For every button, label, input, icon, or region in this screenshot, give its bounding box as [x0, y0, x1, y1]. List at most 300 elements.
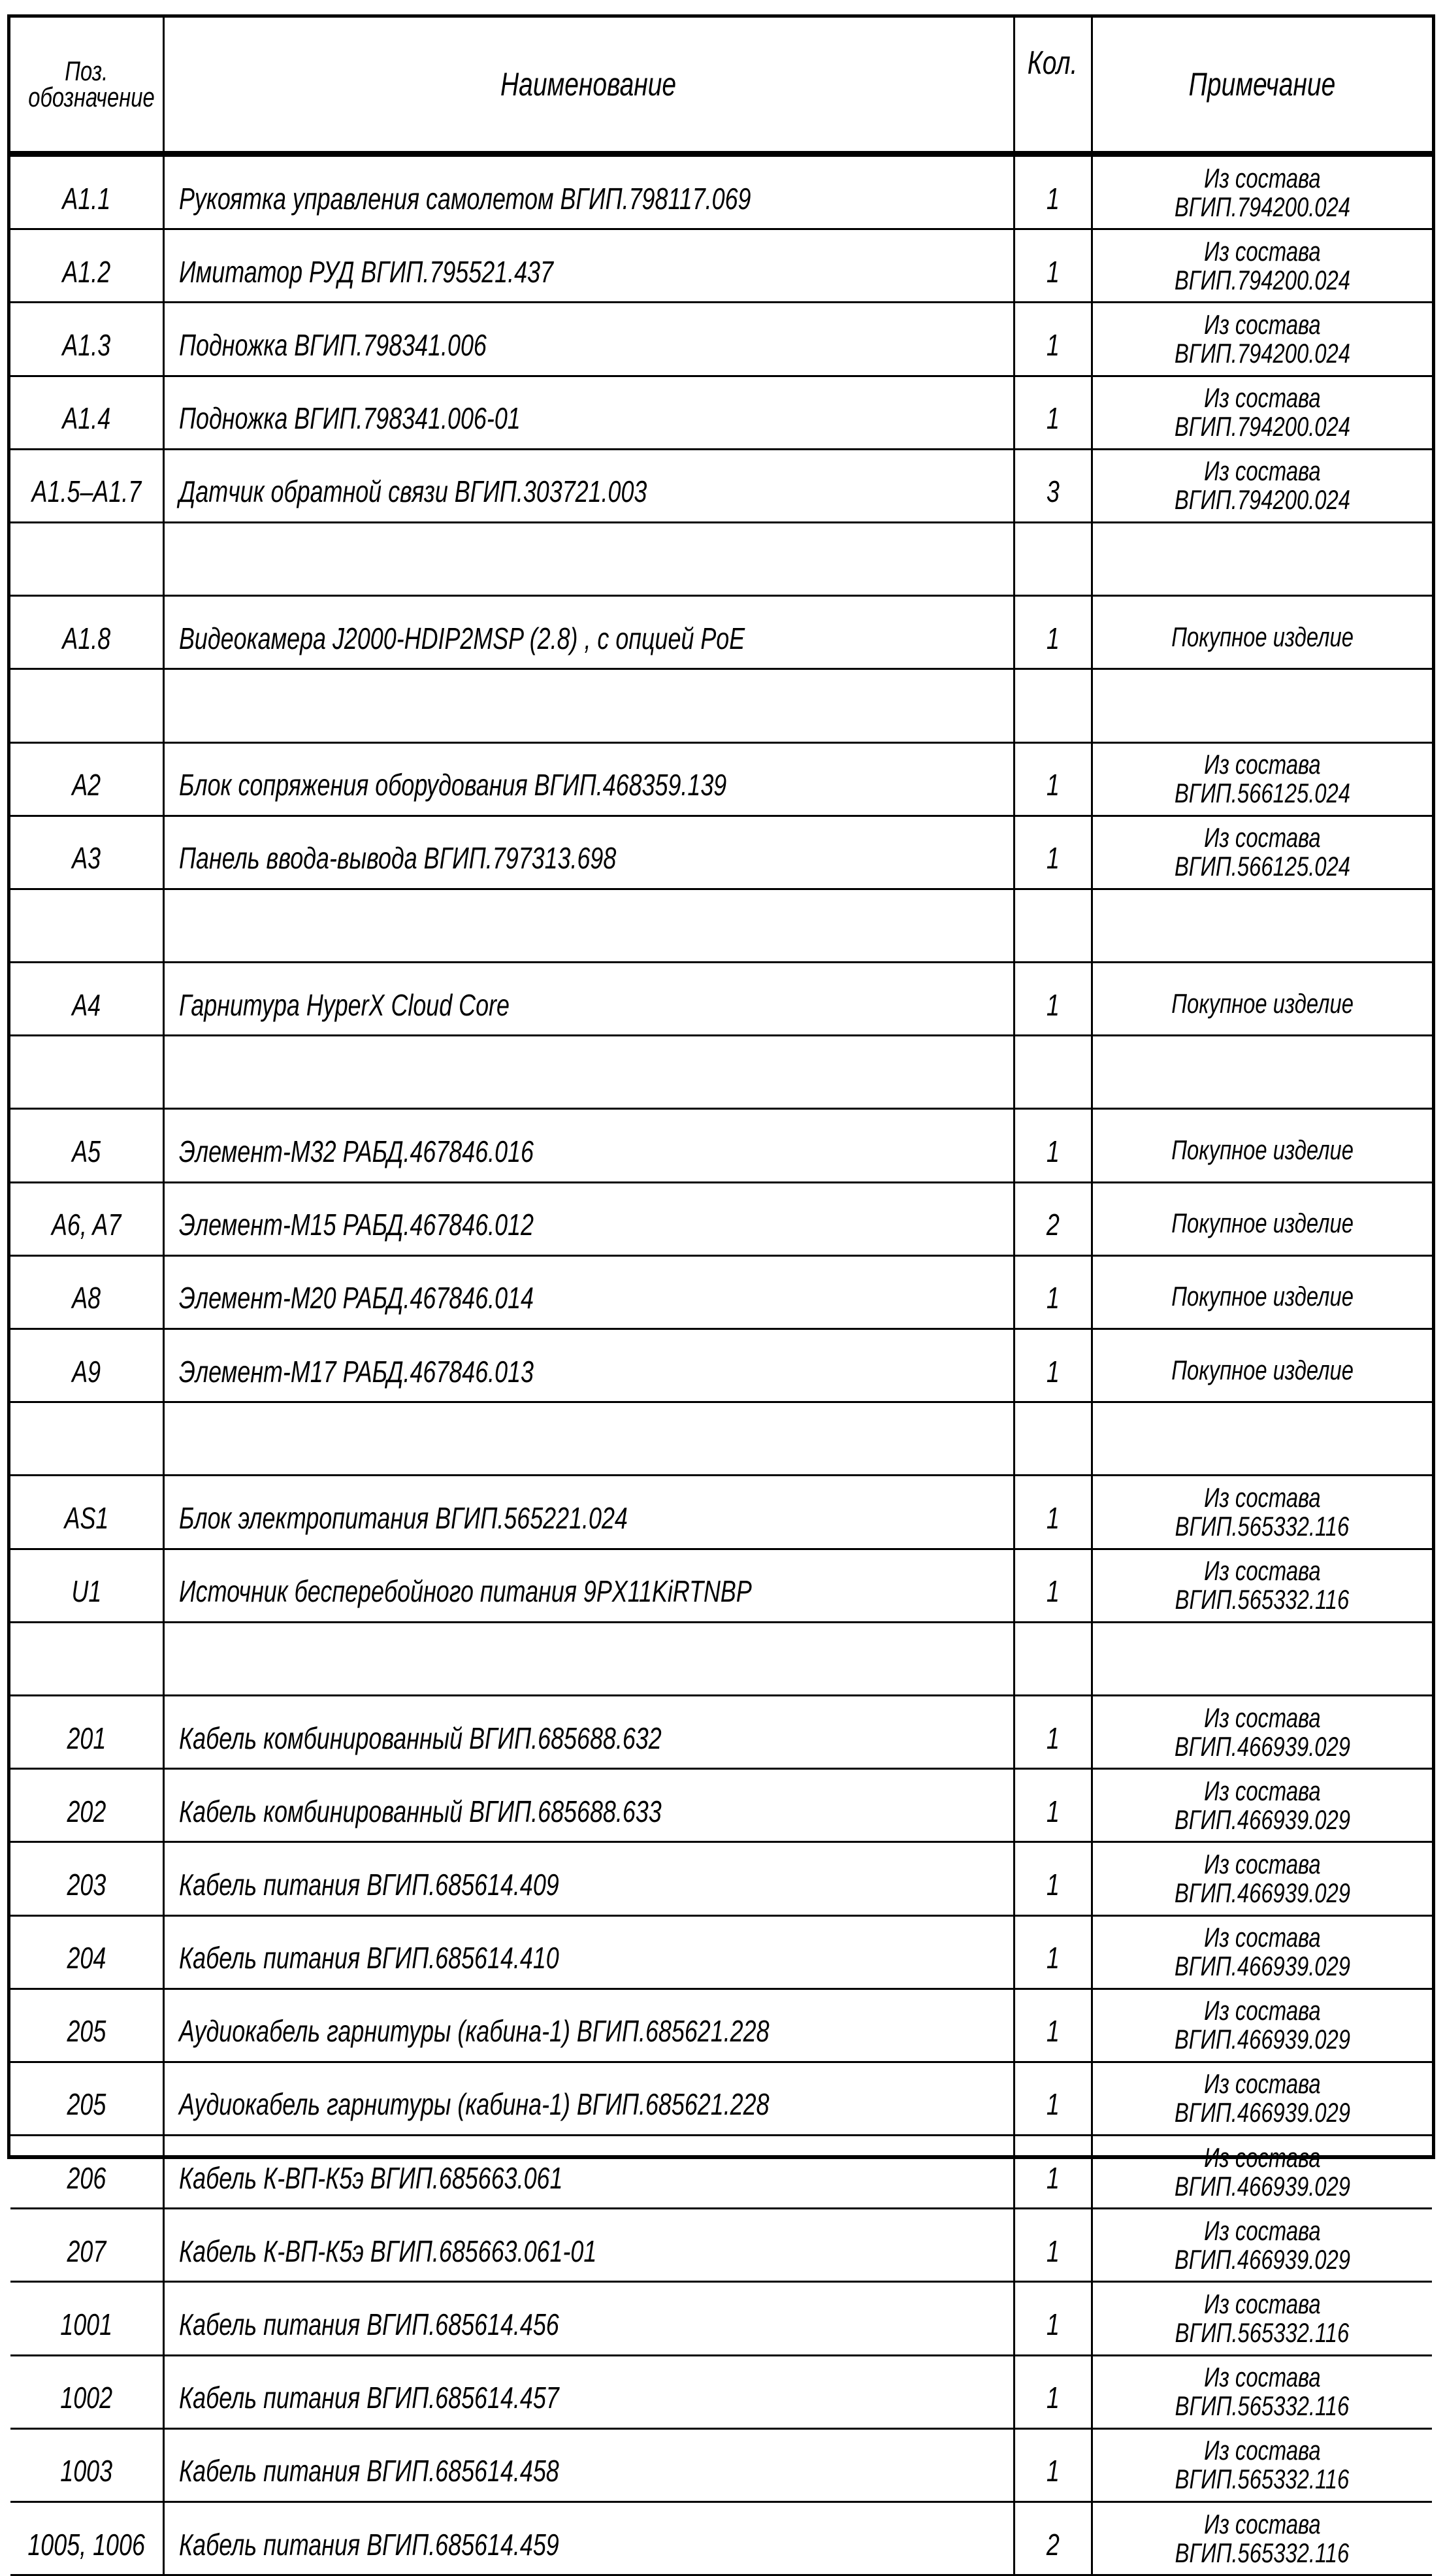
- cell-position: [10, 816, 163, 889]
- cell-note: [1092, 1769, 1432, 1842]
- cell-position: [10, 303, 163, 376]
- table-row: [10, 2428, 1432, 2502]
- header-note: [1092, 18, 1432, 154]
- table-row: [10, 1109, 1432, 1182]
- cell-position: [10, 449, 163, 522]
- cell-note: [1092, 229, 1432, 303]
- position-text: A9: [72, 1354, 101, 1389]
- note-line2: ВГИП.794200.024: [1174, 337, 1350, 369]
- position-text: 207: [67, 2234, 106, 2268]
- table-row-empty: [10, 522, 1432, 595]
- cell-qty: [1014, 2282, 1092, 2355]
- cell-name: [163, 2136, 1014, 2209]
- table-row: [10, 1549, 1432, 1622]
- table-row: [10, 376, 1432, 449]
- cell-position: [10, 2136, 163, 2209]
- cell-note: [1092, 963, 1432, 1036]
- cell-qty: [1014, 522, 1092, 595]
- cell-note: [1092, 522, 1432, 595]
- table-row: [10, 1769, 1432, 1842]
- header-position: [10, 18, 163, 154]
- cell-position: [10, 963, 163, 1036]
- note-line2: ВГИП.466939.029: [1174, 2243, 1350, 2275]
- cell-name: [163, 1036, 1014, 1109]
- cell-qty: [1014, 303, 1092, 376]
- cell-name: [163, 2209, 1014, 2282]
- name-text: Видеокамера J2000-HDIP2MSP (2.8) , с опцией PoE: [178, 621, 745, 655]
- cell-name: [163, 1695, 1014, 1768]
- table-header-row: [10, 18, 1432, 154]
- cell-qty: [1014, 596, 1092, 669]
- cell-name: [163, 1622, 1014, 1695]
- name-text: Кабель питания ВГИП.685614.459: [178, 2527, 559, 2562]
- note-line1: Из состава: [1203, 2068, 1321, 2100]
- cell-note: [1092, 1329, 1432, 1402]
- cell-name: [163, 2282, 1014, 2355]
- cell-name: [163, 2502, 1014, 2575]
- cell-position: [10, 2355, 163, 2428]
- cell-position: [10, 1109, 163, 1182]
- note-line2: ВГИП.565332.116: [1175, 2537, 1350, 2568]
- cell-note: [1092, 1915, 1432, 1989]
- cell-position: [10, 522, 163, 595]
- qty-text: 1: [1046, 1134, 1060, 1169]
- qty-text: 1: [1046, 1500, 1060, 1535]
- cell-qty: [1014, 889, 1092, 962]
- specification-table: [10, 18, 1432, 2576]
- cell-position: [10, 1402, 163, 1476]
- name-text: Гарнитура HyperX Cloud Core: [178, 987, 510, 1022]
- table-row: [10, 2502, 1432, 2575]
- table-row: [10, 1329, 1432, 1402]
- note-text: Покупное изделие: [1171, 1281, 1354, 1312]
- position-text: A5: [72, 1134, 101, 1169]
- cell-name: [163, 1476, 1014, 1549]
- name-text: Имитатор РУД ВГИП.795521.437: [178, 254, 553, 289]
- position-text: 202: [67, 1794, 106, 1828]
- qty-text: 1: [1046, 181, 1060, 216]
- note-line1: Из состава: [1203, 2508, 1321, 2539]
- cell-name: [163, 889, 1014, 962]
- qty-text: 1: [1046, 2160, 1060, 2195]
- cell-qty: [1014, 1915, 1092, 1989]
- position-text: 1005, 1006: [27, 2527, 146, 2562]
- position-text: 203: [67, 1867, 106, 1902]
- qty-text: 1: [1046, 1721, 1060, 1755]
- note-line1: Из состава: [1203, 1848, 1321, 1879]
- table-row: [10, 742, 1432, 816]
- note-line2: ВГИП.566125.024: [1174, 778, 1350, 809]
- cell-qty: [1014, 2062, 1092, 2135]
- cell-note: [1092, 1989, 1432, 2062]
- note-line2: ВГИП.466939.029: [1174, 1804, 1350, 1835]
- cell-note: [1092, 742, 1432, 816]
- name-text: Кабель К-ВП-К5э ВГИП.685663.061: [178, 2160, 562, 2195]
- table-row: [10, 154, 1432, 229]
- name-text: Элемент-М17 РАБД.467846.013: [178, 1354, 534, 1389]
- cell-qty: [1014, 1255, 1092, 1329]
- cell-note: [1092, 154, 1432, 229]
- cell-note: [1092, 376, 1432, 449]
- cell-note: [1092, 889, 1432, 962]
- note-text: Покупное изделие: [1171, 1354, 1354, 1385]
- note-line1: Из состава: [1203, 455, 1321, 487]
- header-name: [163, 18, 1014, 154]
- note-line2: ВГИП.466939.029: [1174, 1877, 1350, 1908]
- position-text: A1.2: [62, 254, 111, 289]
- note-line2: ВГИП.466939.029: [1174, 1951, 1350, 1982]
- table-row-empty: [10, 1402, 1432, 1476]
- note-line2: ВГИП.466939.029: [1174, 2170, 1350, 2202]
- table-row-empty: [10, 889, 1432, 962]
- cell-note: [1092, 1842, 1432, 1915]
- position-text: 205: [67, 2087, 106, 2122]
- cell-position: [10, 1549, 163, 1622]
- table-row: [10, 816, 1432, 889]
- note-line1: Из состава: [1203, 308, 1321, 340]
- qty-text: 1: [1046, 768, 1060, 802]
- qty-text: 1: [1046, 621, 1060, 655]
- cell-qty: [1014, 816, 1092, 889]
- table-row: [10, 1842, 1432, 1915]
- qty-text: 1: [1046, 1867, 1060, 1902]
- position-text: A3: [72, 841, 101, 876]
- note-line2: ВГИП.794200.024: [1174, 191, 1350, 222]
- note-line1: Из состава: [1203, 1555, 1321, 1587]
- name-text: Элемент-М20 РАБД.467846.014: [178, 1281, 534, 1315]
- qty-text: 1: [1046, 401, 1060, 436]
- qty-text: 1: [1046, 1941, 1060, 1975]
- note-line1: Из состава: [1203, 1481, 1321, 1513]
- position-text: A2: [72, 768, 101, 802]
- cell-qty: [1014, 1402, 1092, 1476]
- cell-qty: [1014, 1989, 1092, 2062]
- note-line1: Из состава: [1203, 1702, 1321, 1733]
- cell-name: [163, 1769, 1014, 1842]
- cell-position: [10, 1036, 163, 1109]
- qty-text: 1: [1046, 1794, 1060, 1828]
- table-row: [10, 303, 1432, 376]
- cell-position: [10, 596, 163, 669]
- qty-text: 1: [1046, 327, 1060, 362]
- cell-note: [1092, 1549, 1432, 1622]
- cell-name: [163, 596, 1014, 669]
- cell-note: [1092, 1476, 1432, 1549]
- position-text: 206: [67, 2160, 106, 2195]
- note-line2: ВГИП.565332.116: [1175, 1584, 1350, 1615]
- header-qty-label: Кол.: [1028, 44, 1078, 81]
- name-text: Элемент-М32 РАБД.467846.016: [178, 1134, 534, 1169]
- cell-name: [163, 1402, 1014, 1476]
- cell-note: [1092, 1109, 1432, 1182]
- note-line1: Из состава: [1203, 2362, 1321, 2393]
- cell-qty: [1014, 669, 1092, 742]
- position-text: A8: [72, 1281, 101, 1315]
- cell-qty: [1014, 1695, 1092, 1768]
- table-row: [10, 1989, 1432, 2062]
- note-line1: Из состава: [1203, 162, 1321, 193]
- table-row: [10, 2355, 1432, 2428]
- cell-note: [1092, 596, 1432, 669]
- cell-position: [10, 2209, 163, 2282]
- cell-position: [10, 1622, 163, 1695]
- note-line1: Из состава: [1203, 2141, 1321, 2173]
- note-text: Покупное изделие: [1171, 987, 1354, 1019]
- cell-name: [163, 816, 1014, 889]
- note-line2: ВГИП.565332.116: [1175, 1510, 1350, 1542]
- name-text: Кабель питания ВГИП.685614.456: [178, 2307, 559, 2342]
- name-text: Аудиокабель гарнитуры (кабина-1) ВГИП.685621.228: [178, 2087, 770, 2122]
- qty-text: 1: [1046, 2307, 1060, 2342]
- cell-qty: [1014, 742, 1092, 816]
- position-text: A1.4: [62, 401, 111, 436]
- name-text: Датчик обратной связи ВГИП.303721.003: [178, 474, 647, 509]
- table-row: [10, 1476, 1432, 1549]
- position-text: 201: [67, 1721, 106, 1755]
- note-line2: ВГИП.466939.029: [1174, 1730, 1350, 1762]
- cell-name: [163, 1989, 1014, 2062]
- qty-text: 1: [1046, 841, 1060, 876]
- cell-qty: [1014, 1842, 1092, 1915]
- cell-note: [1092, 303, 1432, 376]
- name-text: Панель ввода-вывода ВГИП.797313.698: [178, 841, 616, 876]
- note-line1: Из состава: [1203, 749, 1321, 780]
- cell-note: [1092, 2282, 1432, 2355]
- table-row: [10, 1695, 1432, 1768]
- cell-qty: [1014, 2428, 1092, 2502]
- name-text: Блок сопряжения оборудования ВГИП.468359.139: [178, 768, 726, 802]
- cell-position: [10, 2428, 163, 2502]
- note-line2: ВГИП.466939.029: [1174, 2097, 1350, 2128]
- cell-note: [1092, 816, 1432, 889]
- qty-text: 2: [1046, 2527, 1060, 2562]
- note-line2: ВГИП.794200.024: [1174, 411, 1350, 442]
- cell-name: [163, 154, 1014, 229]
- cell-qty: [1014, 2209, 1092, 2282]
- name-text: Кабель комбинированный ВГИП.685688.633: [178, 1794, 662, 1828]
- note-text: Покупное изделие: [1171, 1134, 1354, 1166]
- name-text: Кабель питания ВГИП.685614.410: [178, 1941, 559, 1975]
- cell-position: [10, 2502, 163, 2575]
- cell-qty: [1014, 963, 1092, 1036]
- cell-note: [1092, 669, 1432, 742]
- cell-qty: [1014, 2355, 1092, 2428]
- qty-text: 1: [1046, 2381, 1060, 2415]
- name-text: Кабель К-ВП-К5э ВГИП.685663.061-01: [178, 2234, 596, 2268]
- note-text: Покупное изделие: [1171, 621, 1354, 652]
- cell-note: [1092, 449, 1432, 522]
- cell-note: [1092, 2502, 1432, 2575]
- qty-text: 2: [1046, 1208, 1060, 1242]
- name-text: Кабель питания ВГИП.685614.409: [178, 1867, 559, 1902]
- table-row-empty: [10, 1622, 1432, 1695]
- table-row-empty: [10, 669, 1432, 742]
- cell-note: [1092, 2355, 1432, 2428]
- note-line2: ВГИП.566125.024: [1174, 851, 1350, 882]
- cell-qty: [1014, 1329, 1092, 1402]
- cell-qty: [1014, 154, 1092, 229]
- name-text: Кабель питания ВГИП.685614.458: [178, 2454, 559, 2488]
- table-row: [10, 1255, 1432, 1329]
- qty-text: 3: [1046, 474, 1060, 509]
- note-text: Покупное изделие: [1171, 1208, 1354, 1239]
- name-text: Блок электропитания ВГИП.565221.024: [178, 1500, 628, 1535]
- table-row: [10, 596, 1432, 669]
- cell-qty: [1014, 1769, 1092, 1842]
- cell-name: [163, 2428, 1014, 2502]
- note-line1: Из состава: [1203, 1922, 1321, 1953]
- position-text: 205: [67, 2014, 106, 2049]
- cell-position: [10, 1695, 163, 1768]
- position-text: A4: [72, 987, 101, 1022]
- note-line1: Из состава: [1203, 1775, 1321, 1806]
- position-text: A1.3: [62, 327, 111, 362]
- position-text: AS1: [64, 1500, 109, 1535]
- cell-position: [10, 229, 163, 303]
- name-text: Кабель комбинированный ВГИП.685688.632: [178, 1721, 662, 1755]
- header-position-line1: Поз.: [65, 56, 108, 86]
- cell-name: [163, 963, 1014, 1036]
- cell-position: [10, 154, 163, 229]
- note-line1: Из состава: [1203, 382, 1321, 414]
- cell-note: [1092, 1695, 1432, 1768]
- qty-text: 1: [1046, 2087, 1060, 2122]
- cell-qty: [1014, 376, 1092, 449]
- cell-position: [10, 1476, 163, 1549]
- name-text: Аудиокабель гарнитуры (кабина-1) ВГИП.685621.228: [178, 2014, 770, 2049]
- name-text: Рукоятка управления самолетом ВГИП.798117.069: [178, 181, 751, 216]
- qty-text: 1: [1046, 1574, 1060, 1609]
- cell-note: [1092, 2209, 1432, 2282]
- table-row: [10, 963, 1432, 1036]
- cell-note: [1092, 2062, 1432, 2135]
- position-text: A1.1: [62, 181, 111, 216]
- qty-text: 1: [1046, 254, 1060, 289]
- cell-name: [163, 376, 1014, 449]
- specification-sheet: [7, 14, 1435, 2568]
- name-text: Источник бесперебойного питания 9PX11KiRTNBP: [178, 1574, 752, 1609]
- cell-name: [163, 742, 1014, 816]
- name-text: Кабель питания ВГИП.685614.457: [178, 2381, 559, 2415]
- cell-position: [10, 889, 163, 962]
- qty-text: 1: [1046, 2454, 1060, 2488]
- cell-qty: [1014, 1182, 1092, 1255]
- note-line2: ВГИП.565332.116: [1175, 2317, 1350, 2349]
- table-row: [10, 2282, 1432, 2355]
- table-row: [10, 2136, 1432, 2209]
- table-row: [10, 1182, 1432, 1255]
- cell-name: [163, 1549, 1014, 1622]
- note-line2: ВГИП.565332.116: [1175, 2390, 1350, 2422]
- cell-position: [10, 376, 163, 449]
- cell-qty: [1014, 1622, 1092, 1695]
- header-position-line2: обозначение: [28, 82, 155, 112]
- cell-note: [1092, 1255, 1432, 1329]
- cell-position: [10, 1842, 163, 1915]
- table-row: [10, 2062, 1432, 2135]
- cell-position: [10, 669, 163, 742]
- note-line1: Из состава: [1203, 822, 1321, 853]
- cell-qty: [1014, 1109, 1092, 1182]
- position-text: 204: [67, 1941, 106, 1975]
- table-row: [10, 2209, 1432, 2282]
- cell-position: [10, 2282, 163, 2355]
- cell-name: [163, 303, 1014, 376]
- cell-name: [163, 1329, 1014, 1402]
- cell-note: [1092, 1622, 1432, 1695]
- qty-text: 1: [1046, 987, 1060, 1022]
- header-name-label: Наименование: [500, 66, 677, 103]
- table-row: [10, 229, 1432, 303]
- cell-name: [163, 1842, 1014, 1915]
- name-text: Подножка ВГИП.798341.006: [178, 327, 487, 362]
- header-qty: [1014, 18, 1092, 154]
- note-line2: ВГИП.794200.024: [1174, 484, 1350, 516]
- cell-note: [1092, 1182, 1432, 1255]
- note-line2: ВГИП.794200.024: [1174, 264, 1350, 295]
- note-line1: Из состава: [1203, 2215, 1321, 2246]
- cell-qty: [1014, 229, 1092, 303]
- cell-note: [1092, 2428, 1432, 2502]
- cell-position: [10, 742, 163, 816]
- cell-qty: [1014, 1549, 1092, 1622]
- note-line1: Из состава: [1203, 2435, 1321, 2466]
- header-note-label: Примечание: [1188, 66, 1336, 103]
- cell-position: [10, 1989, 163, 2062]
- cell-name: [163, 449, 1014, 522]
- note-line1: Из состава: [1203, 1995, 1321, 2026]
- qty-text: 1: [1046, 2014, 1060, 2049]
- qty-text: 1: [1046, 2234, 1060, 2268]
- cell-name: [163, 1255, 1014, 1329]
- cell-qty: [1014, 1476, 1092, 1549]
- cell-name: [163, 522, 1014, 595]
- cell-qty: [1014, 1036, 1092, 1109]
- position-text: A1.8: [62, 621, 111, 655]
- cell-qty: [1014, 2136, 1092, 2209]
- position-text: 1002: [60, 2381, 113, 2415]
- table-row: [10, 1915, 1432, 1989]
- position-text: 1003: [60, 2454, 113, 2488]
- cell-note: [1092, 1036, 1432, 1109]
- note-line2: ВГИП.466939.029: [1174, 2024, 1350, 2055]
- name-text: Элемент-М15 РАБД.467846.012: [178, 1208, 534, 1242]
- cell-position: [10, 1329, 163, 1402]
- position-text: A1.5–A1.7: [31, 474, 142, 509]
- cell-position: [10, 1769, 163, 1842]
- qty-text: 1: [1046, 1281, 1060, 1315]
- table-row-empty: [10, 1036, 1432, 1109]
- cell-note: [1092, 1402, 1432, 1476]
- cell-name: [163, 1182, 1014, 1255]
- cell-position: [10, 1182, 163, 1255]
- name-text: Подножка ВГИП.798341.006-01: [178, 401, 521, 436]
- cell-position: [10, 2062, 163, 2135]
- position-text: A6, A7: [52, 1208, 122, 1242]
- note-line1: Из состава: [1203, 235, 1321, 267]
- cell-qty: [1014, 2502, 1092, 2575]
- position-text: U1: [71, 1574, 102, 1609]
- position-text: 1001: [60, 2307, 113, 2342]
- cell-qty: [1014, 449, 1092, 522]
- cell-position: [10, 1255, 163, 1329]
- cell-name: [163, 229, 1014, 303]
- note-line2: ВГИП.565332.116: [1175, 2464, 1350, 2495]
- cell-name: [163, 669, 1014, 742]
- cell-name: [163, 2062, 1014, 2135]
- qty-text: 1: [1046, 1354, 1060, 1389]
- cell-name: [163, 1915, 1014, 1989]
